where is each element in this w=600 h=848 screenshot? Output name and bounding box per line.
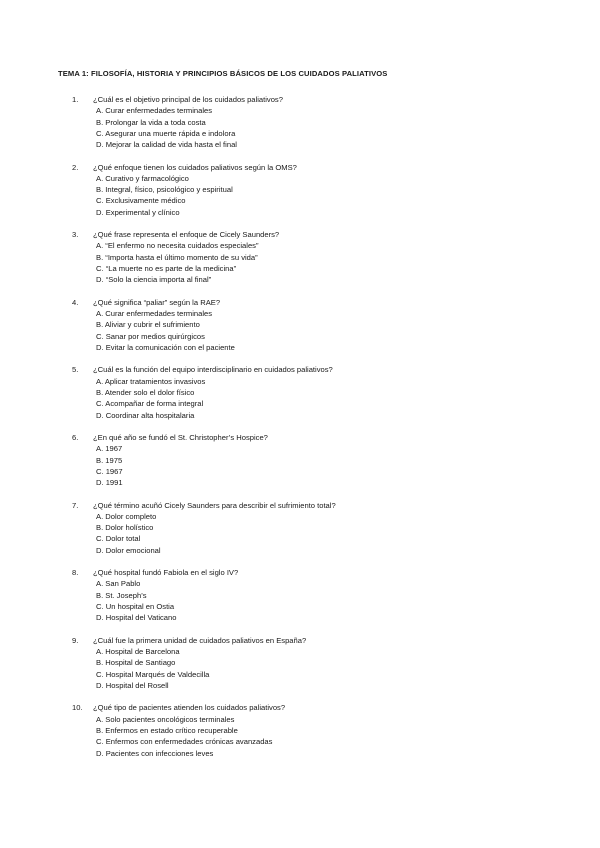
option-list — [96, 376, 205, 421]
question-text: ¿Qué término acuñó Cicely Saunders para describir el sufrimiento total? — [93, 500, 336, 510]
question-number: 6. — [72, 432, 79, 442]
option-a: A. Solo pacientes oncológicos terminales — [96, 714, 235, 724]
option-a: A. Curar enfermedades terminales — [96, 309, 213, 319]
question-number: 7. — [72, 500, 79, 510]
question-number: 1. — [72, 95, 79, 104]
question-text: ¿Cuál es la función del equipo interdisciplinario en cuidados paliativos? — [93, 365, 333, 375]
question-item — [0, 500, 600, 568]
option-list — [96, 511, 161, 556]
question-text: ¿Qué hospital fundó Fabiola en el siglo IV? — [93, 568, 239, 578]
option-a: A. 1967 — [96, 444, 123, 454]
option-d: D. Dolor emocional — [96, 545, 161, 555]
option-c: C. Asegurar una muerte rápida e indolora — [96, 128, 236, 138]
question-item — [0, 162, 600, 230]
option-b: B. Aliviar y cubrir el sufrimiento — [96, 320, 200, 330]
option-d: D. Hospital del Vaticano — [96, 613, 177, 623]
question-item — [0, 297, 600, 365]
option-list — [96, 308, 235, 353]
question-item — [0, 229, 600, 297]
question-number: 4. — [72, 297, 79, 307]
option-a: A. Dolor completo — [96, 511, 157, 521]
option-c: C. Dolor total — [96, 534, 141, 544]
option-list — [96, 173, 233, 218]
option-c: C. Exclusivamente médico — [96, 196, 186, 206]
option-b: B. Enfermos en estado crítico recuperable — [96, 725, 238, 735]
question-number: 8. — [72, 568, 79, 578]
option-a: A. Curar enfermedades terminales — [96, 106, 213, 116]
question-item — [0, 432, 600, 500]
option-b: B. 1975 — [96, 455, 123, 465]
option-d: D. Evitar la comunicación con el paciente — [96, 342, 235, 352]
option-list — [96, 240, 259, 285]
question-item — [0, 364, 600, 432]
option-c: C. Acompañar de forma integral — [96, 399, 204, 409]
question-number: 9. — [72, 635, 79, 645]
question-text: ¿Cuál es el objetivo principal de los cuidados paliativos? — [93, 95, 283, 104]
question-text: ¿Qué enfoque tienen los cuidados paliativos según la OMS? — [93, 162, 297, 172]
option-c: C. Un hospital en Ostia — [96, 602, 175, 612]
option-b: B. Atender solo el dolor físico — [96, 387, 195, 397]
question-number: 3. — [72, 230, 79, 240]
option-c: C. Enfermos con enfermedades crónicas avanzadas — [96, 737, 273, 747]
question-item — [0, 94, 600, 162]
option-c: C. 1967 — [96, 466, 123, 476]
option-list — [96, 105, 237, 150]
option-b: B. Prolongar la vida a toda costa — [96, 117, 206, 127]
option-d: D. “Solo la ciencia importa al final” — [96, 275, 212, 285]
question-list — [0, 94, 600, 770]
option-c: C. “La muerte no es parte de la medicina” — [96, 264, 237, 274]
option-b: B. Dolor holístico — [96, 523, 154, 533]
option-list — [96, 443, 123, 488]
option-d: D. Experimental y clínico — [96, 207, 180, 217]
option-b: B. Hospital de Santiago — [96, 658, 176, 668]
question-item — [0, 702, 600, 770]
option-d: D. Coordinar alta hospitalaria — [96, 410, 195, 420]
option-list — [96, 646, 209, 691]
question-text: ¿Qué frase representa el enfoque de Cicely Saunders? — [93, 230, 280, 240]
option-list — [96, 578, 176, 623]
document-title: TEMA 1: FILOSOFÍA, HISTORIA Y PRINCIPIOS BÁSICOS DE LOS CUIDADOS PALIATIVOS — [58, 69, 388, 78]
question-text: ¿En qué año se fundó el St. Christopher’s Hospice? — [93, 432, 268, 442]
option-a: A. Aplicar tratamientos invasivos — [96, 376, 206, 386]
option-c: C. Sanar por medios quirúrgicos — [96, 331, 205, 341]
option-d: D. 1991 — [96, 478, 123, 488]
option-list — [96, 714, 272, 759]
option-c: C. Hospital Marqués de Valdecilla — [96, 669, 210, 679]
option-b: B. St. Joseph’s — [96, 590, 147, 600]
option-a: A. Hospital de Barcelona — [96, 647, 180, 657]
question-number: 2. — [72, 162, 79, 172]
option-a: A. Curativo y farmacológico — [96, 173, 189, 183]
question-text: ¿Qué significa “paliar” según la RAE? — [93, 297, 221, 307]
option-b: B. “Importa hasta el último momento de su vida” — [96, 252, 258, 262]
option-d: D. Hospital del Rosell — [96, 680, 169, 690]
option-a: A. “El enfermo no necesita cuidados especiales” — [96, 241, 259, 251]
option-b: B. Integral, físico, psicológico y espiritual — [96, 185, 233, 195]
question-text: ¿Cuál fue la primera unidad de cuidados paliativos en España? — [93, 635, 307, 645]
option-a: A. San Pablo — [96, 579, 141, 589]
option-d: D. Mejorar la calidad de vida hasta el final — [96, 140, 237, 150]
question-text: ¿Qué tipo de pacientes atienden los cuidados paliativos? — [93, 703, 286, 713]
option-d: D. Pacientes con infecciones leves — [96, 748, 214, 758]
question-item — [0, 567, 600, 635]
question-item — [0, 635, 600, 703]
question-number: 5. — [72, 365, 79, 375]
question-number: 10. — [72, 703, 83, 713]
